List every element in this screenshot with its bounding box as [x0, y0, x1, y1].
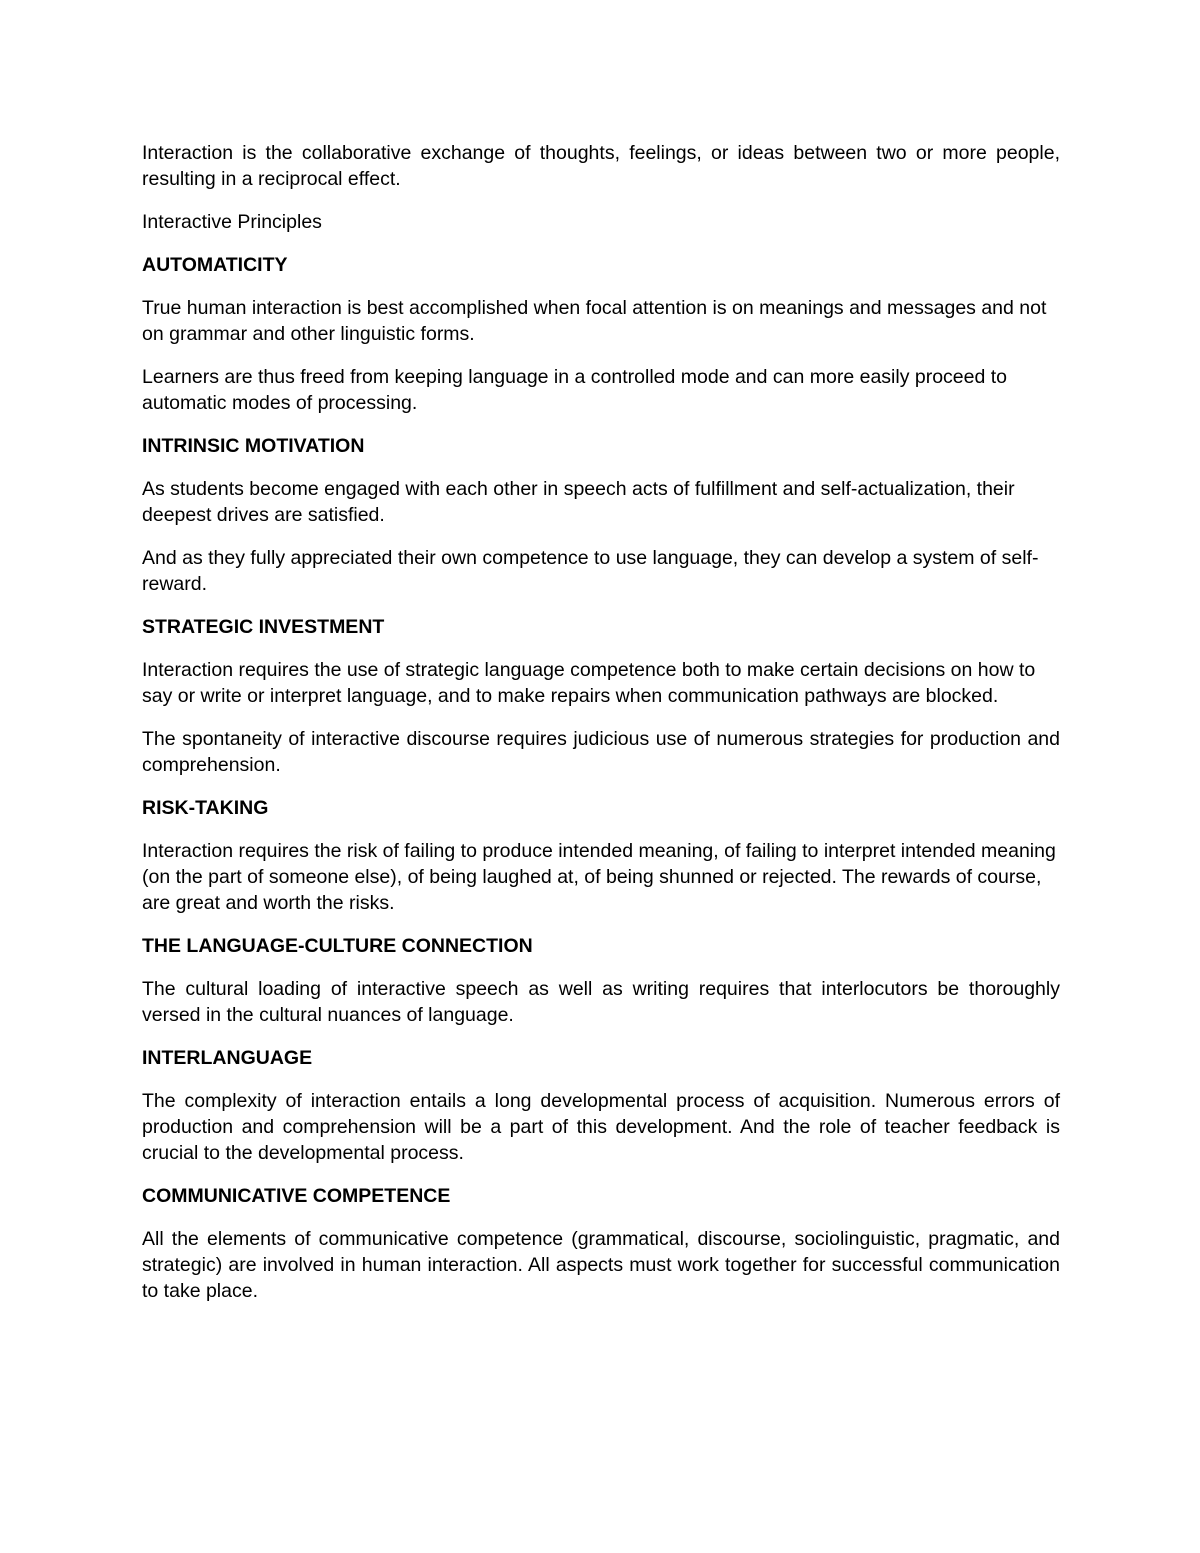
- section-paragraph: Interaction requires the use of strategic language competence both to make certain decisions on how to say or write or interpret language, and to make repairs when communication pathways are blocked.: [142, 659, 1036, 707]
- section-paragraph: Learners are thus freed from keeping language in a controlled mode and can more easily proceed to automatic modes of processing.: [142, 366, 1008, 414]
- section-heading-communicative-competence: COMMUNICATIVE COMPETENCE: [142, 1185, 451, 1207]
- section-paragraph: The complexity of interaction entails a long developmental process of acquisition. Numerous errors of production and comprehension will be a part of this development. And the role of teacher feedback is crucial to the developmental process.: [142, 1090, 1060, 1164]
- document-body: [142, 140, 1060, 1321]
- document-subtitle: Interactive Principles: [142, 211, 322, 233]
- section-paragraph: Interaction requires the risk of failing to produce intended meaning, of failing to interpret intended meaning (on the part of someone else), of being laughed at, of being shunned or rejected. The rewards of course, are great and worth the risks.: [142, 840, 1056, 914]
- section-paragraph: The cultural loading of interactive speech as well as writing requires that interlocutors be thoroughly versed in the cultural nuances of language.: [142, 978, 1060, 1026]
- intro-definition: Interaction is the collaborative exchange of thoughts, feelings, or ideas between two or more people, resulting in a reciprocal effect.: [142, 142, 1060, 190]
- section-heading-interlanguage: INTERLANGUAGE: [142, 1047, 313, 1069]
- section-heading-intrinsic-motivation: INTRINSIC MOTIVATION: [142, 435, 365, 457]
- section-paragraph: All the elements of communicative competence (grammatical, discourse, sociolinguistic, pragmatic, and strategic) are involved in human interaction. All aspects must work together for successful communication to take place.: [142, 1228, 1060, 1302]
- section-heading-risk-taking: RISK-TAKING: [142, 797, 269, 819]
- section-heading-language-culture-connection: THE LANGUAGE-CULTURE CONNECTION: [142, 935, 533, 957]
- section-paragraph: And as they fully appreciated their own competence to use language, they can develop a system of self-reward.: [142, 547, 1039, 595]
- section-heading-strategic-investment: STRATEGIC INVESTMENT: [142, 616, 385, 638]
- section-heading-automaticity: AUTOMATICITY: [142, 254, 288, 276]
- section-paragraph: As students become engaged with each other in speech acts of fulfillment and self-actualization, their deepest drives are satisfied.: [142, 478, 1015, 526]
- section-paragraph: The spontaneity of interactive discourse requires judicious use of numerous strategies for production and comprehension.: [142, 728, 1060, 776]
- section-paragraph: True human interaction is best accomplished when focal attention is on meanings and messages and not on grammar and other linguistic forms.: [142, 297, 1047, 345]
